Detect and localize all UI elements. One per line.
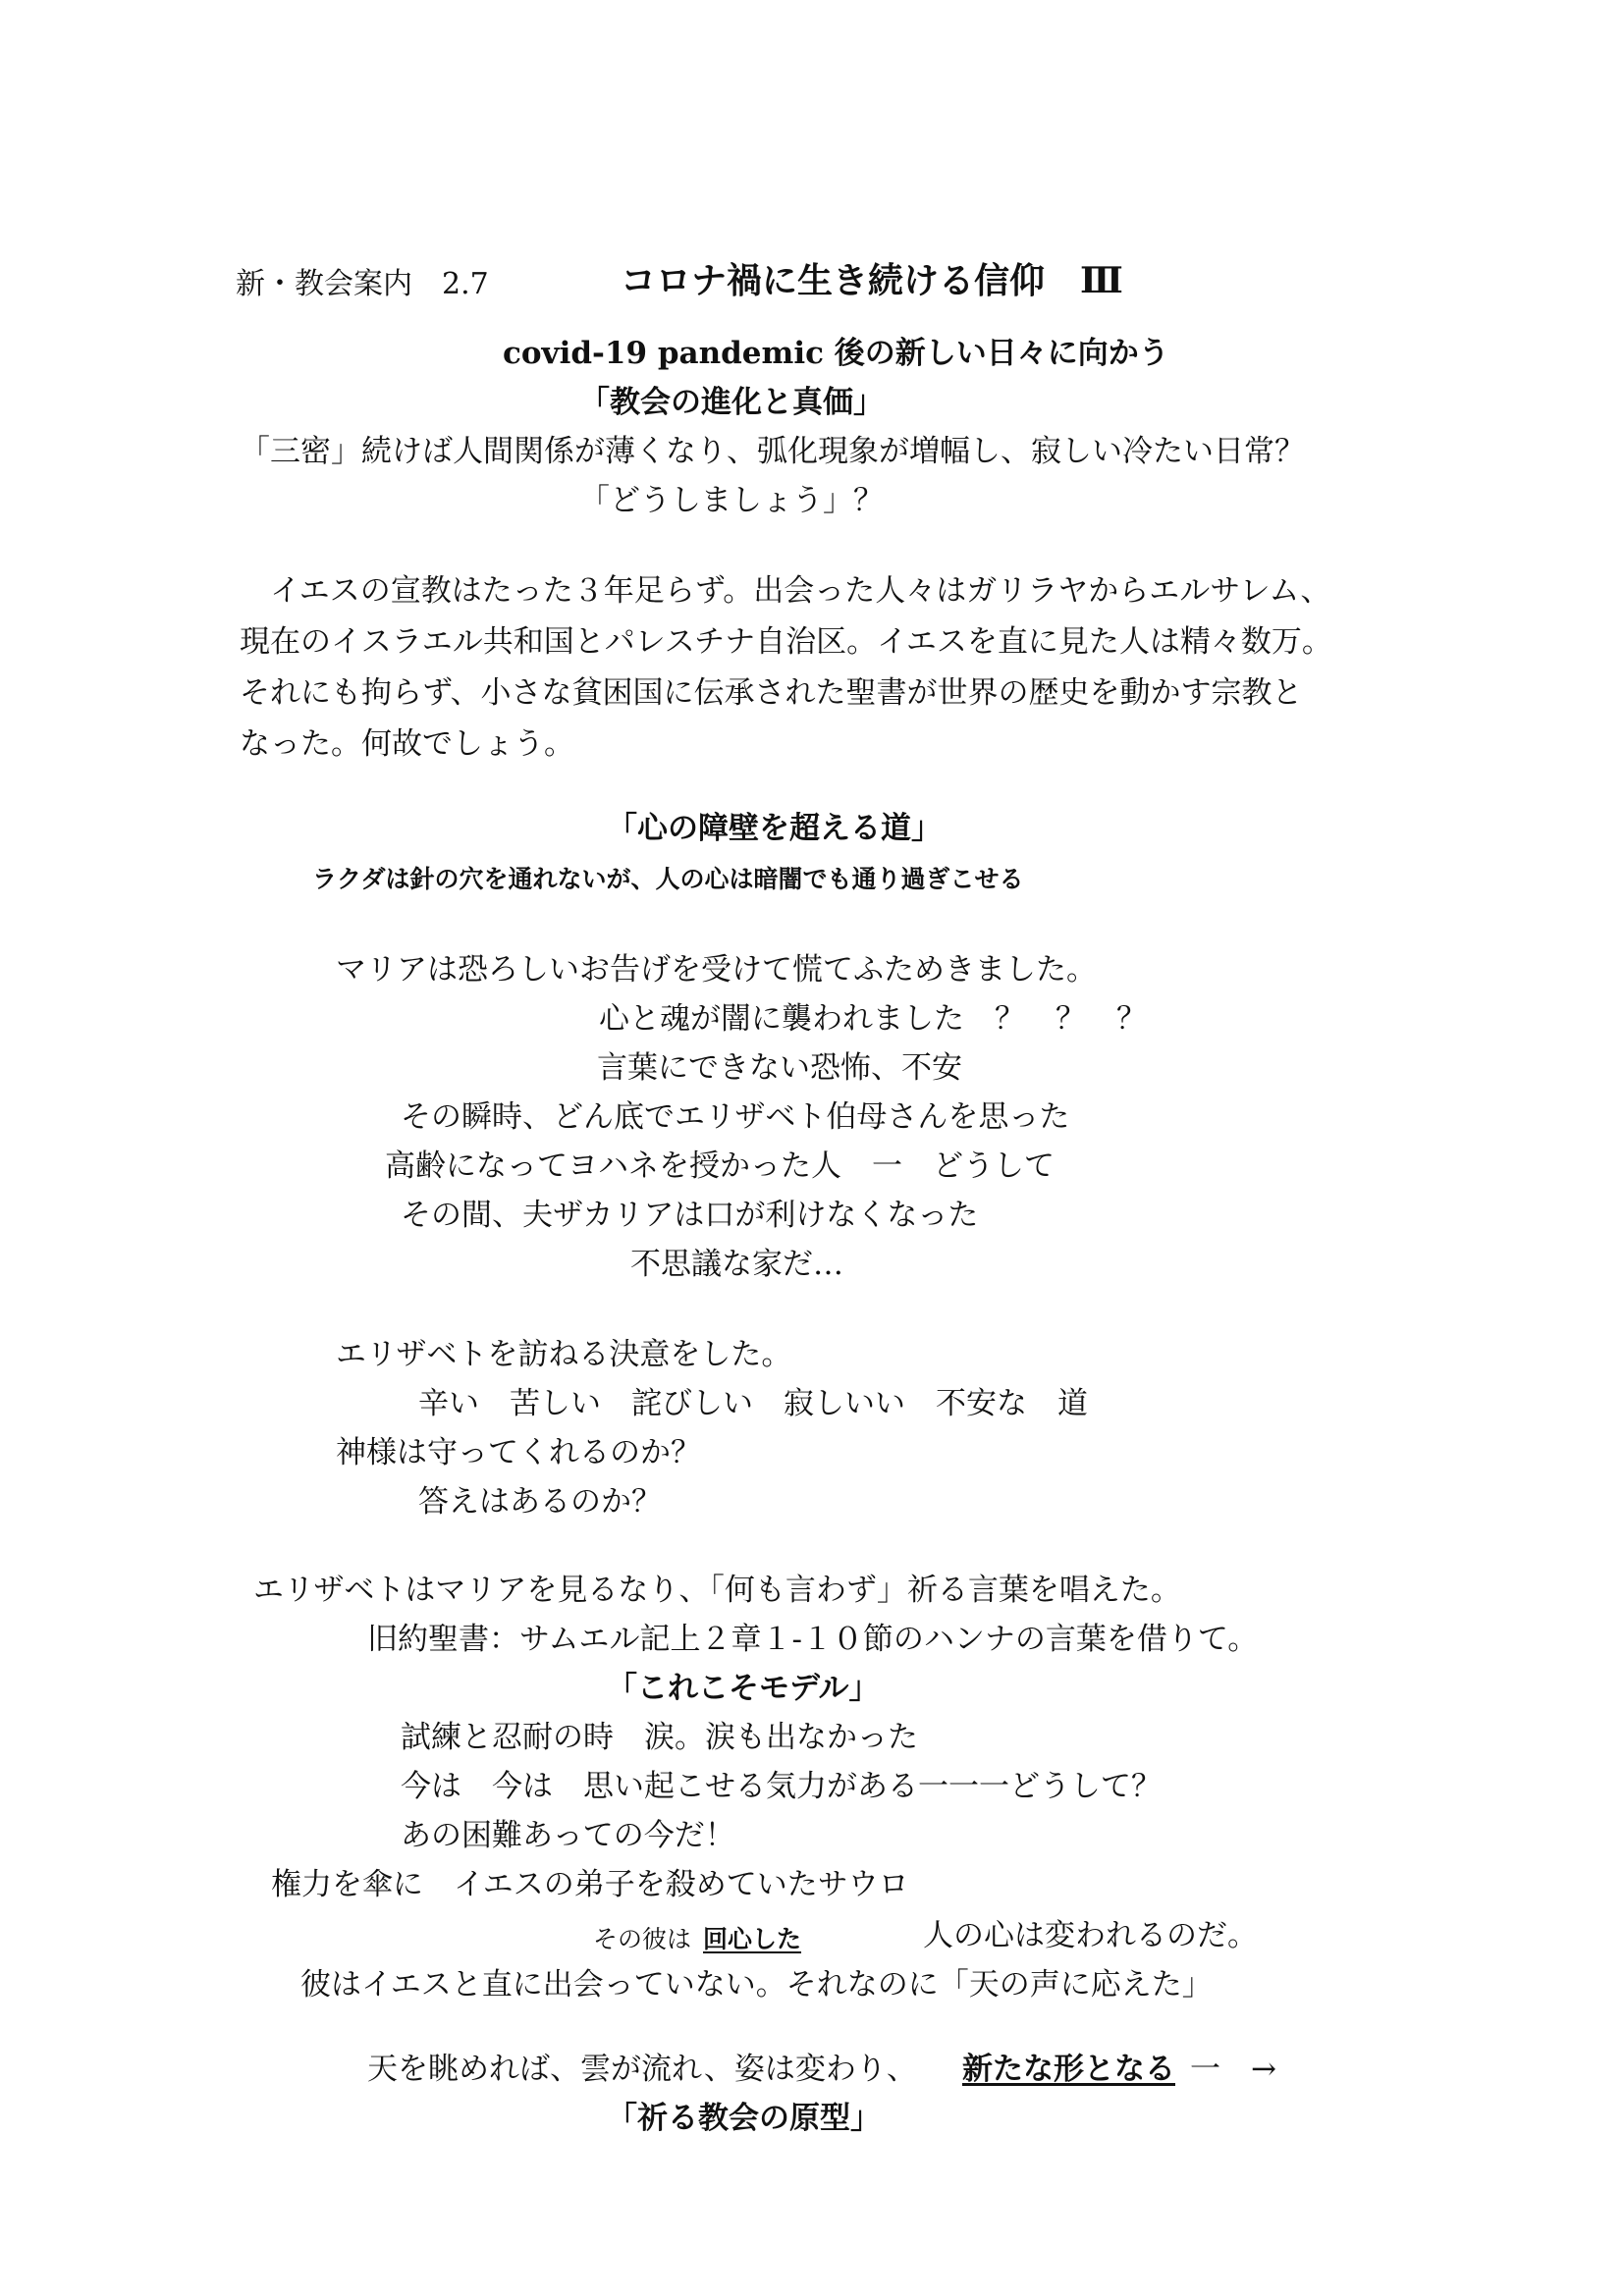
closing-arrow: 一 → bbox=[1190, 2052, 1276, 2087]
verse-line: エリザベトを訪ねる決意をした。 bbox=[336, 1337, 792, 1372]
intro-heading: 「教会の進化と真価」 bbox=[579, 385, 884, 420]
verse-line: 試練と忍耐の時 涙。涙も出なかった bbox=[401, 1720, 918, 1755]
narrative-line: エリザベトはマリアを見るなり、「何も言わず」祈る言葉を唱えた。 bbox=[253, 1573, 1181, 1608]
verse-line: 今は 今は 思い起こせる気力がある一一一どうして？ bbox=[401, 1769, 1162, 1804]
verse-line: 神様は守ってくれるのか？ bbox=[336, 1435, 701, 1470]
verse-line: 不思議な家だ… bbox=[630, 1247, 843, 1282]
verse-line: マリアは恐ろしいお告げを受けて慌てふためきました。 bbox=[336, 952, 1097, 988]
verse-line: 権力を傘に イエスの弟子を殺めていたサウロ bbox=[271, 1867, 909, 1902]
subtitle: covid-19 pandemic 後の新しい日々に向かう bbox=[503, 336, 1169, 371]
narrative-line: 彼はイエスと直に出会っていない。それなのに「天の声に応えた」 bbox=[300, 1967, 1213, 2002]
verse-line: その間、夫ザカリアは口が利けなくなった bbox=[401, 1198, 979, 1233]
closing-heading: 「祈る教会の原型」 bbox=[607, 2101, 881, 2136]
page-title: コロナ禍に生き続ける信仰 Ⅲ bbox=[621, 260, 1123, 301]
scripture-reference: 旧約聖書：サムエル記上２章１-１０節のハンナの言葉を借りて。 bbox=[367, 1622, 1259, 1657]
document-series-label: 新・教会案内 2.7 bbox=[236, 267, 489, 301]
paragraph-line: それにも拘らず、小さな貧困国に伝承された聖書が世界の歴史を動かす宗教と bbox=[240, 675, 1303, 711]
verse-line: あの困難あっての今だ！ bbox=[401, 1818, 735, 1853]
intro-question: 「どうしましょう」？ bbox=[579, 483, 884, 518]
verse-line: 辛い 苦しい 詫びしい 寂しいい 不安な 道 bbox=[418, 1386, 1088, 1421]
paragraph-line: なった。何故でしょう。 bbox=[240, 726, 574, 762]
saul-prefix: その彼は bbox=[593, 1925, 692, 1953]
verse-line: 高齢になってヨハネを授かった人 一 どうして bbox=[385, 1148, 1055, 1184]
intro-line: 「三密」続けば人間関係が薄くなり、弧化現象が増幅し、寂しい冷たい日常？ bbox=[240, 434, 1305, 469]
verse-line: 言葉にできない恐怖、不安 bbox=[597, 1050, 962, 1086]
saul-conversion-emphasis: 回心した bbox=[703, 1925, 802, 1953]
section-subheading: ラクダは針の穴を通れないが、人の心は暗闇でも通り過ぎこせる bbox=[312, 865, 1024, 893]
paragraph-line: イエスの宣教はたった３年足らず。出会った人々はガリラヤからエルサレム、 bbox=[240, 573, 1331, 609]
verse-line: 心と魂が闇に襲われました ？ ？ ？ bbox=[599, 1001, 1147, 1037]
section-heading: 「これこそモデル」 bbox=[607, 1671, 880, 1706]
saul-suffix: 人の心は変われるのだ。 bbox=[923, 1918, 1258, 1953]
verse-line: 答えはあるのか？ bbox=[418, 1484, 662, 1520]
closing-emphasis: 新たな形となる bbox=[962, 2052, 1175, 2087]
paragraph-line: 現在のイスラエル共和国とパレスチナ自治区。イエスを直に見た人は精々数万。 bbox=[240, 624, 1332, 660]
verse-line: その瞬時、どん底でエリザベト伯母さんを思った bbox=[401, 1099, 1070, 1135]
closing-prefix: 天を眺めれば、雲が流れ、姿は変わり、 bbox=[367, 2052, 917, 2087]
section-heading: 「心の障壁を超える道」 bbox=[607, 811, 942, 846]
